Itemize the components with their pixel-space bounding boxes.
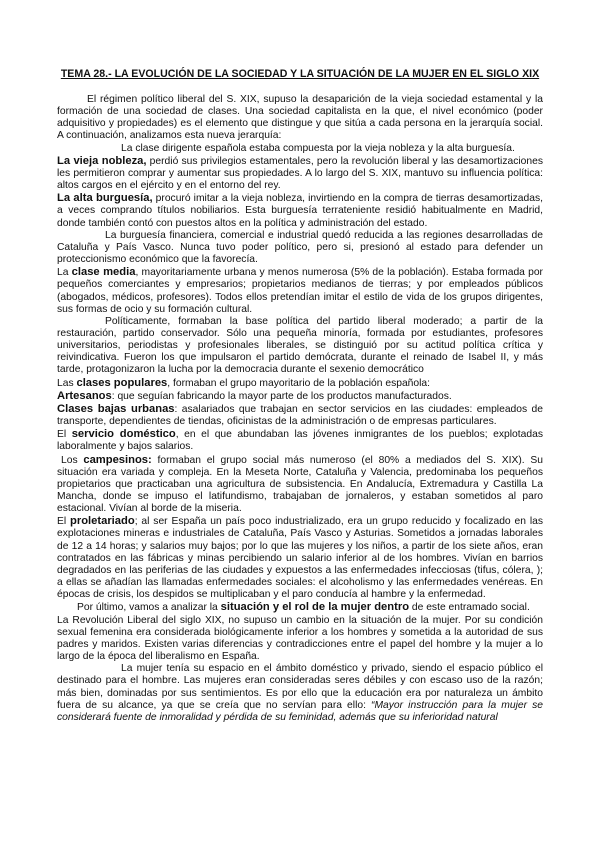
term-proletariat: proletariado <box>70 515 135 528</box>
paragraph-urban-lower <box>57 403 543 428</box>
text-peasants: formaban el grupo social más numeroso (el 80% a mediados del S. XIX). Su situación era variada y compleja. En la Meseta Norte, Cataluña y Valencia, predominaba los pequeños propietarios que practicaban una agricultura de subsistencia. En Andalucía, Extremadura y Castilla La Mancha, donde se impuso el latifundismo, trabajaban de jornaleros, y estaban sometidos al paro estacional. Vivían al borde de la miseria. <box>57 454 544 515</box>
text-domestic-service: , en el que abundaban las jóvenes inmigrantes de los pueblos; explotadas laboralmente y bajos salarios. <box>57 429 543 453</box>
text-middle-class-pre: La <box>57 267 72 279</box>
text-women-space: La mujer tenía su espacio en el ámbito doméstico y privado, siendo el espacio público el destinado para el hombre. Las mujeres eran consideradas seres débiles y con escaso uso de la razón; más bien, dominadas por sus sentimientos. Es por ello que la educación era por naturaleza un ámbito fuera de su alcance, ya que se creía que no servían para ello: <box>57 663 543 711</box>
term-middle-class: clase media <box>71 266 136 279</box>
paragraph-high-bourgeoisie <box>57 192 543 229</box>
text-domestic-pre: El <box>57 429 72 441</box>
paragraph-proletariat <box>57 515 543 601</box>
paragraph-middle-class <box>57 266 543 316</box>
paragraph-old-nobility <box>57 155 543 192</box>
paragraph-domestic-service <box>57 428 543 453</box>
text-urban-lower: : asalariados que trabajan en sector servicios en las ciudades: empleados de transporte, dependientes de tiendas, oficinistas de la administración o de empresas particulares. <box>57 403 544 428</box>
text-high-bourgeoisie: procuró imitar a la vieja nobleza, invirtiendo en la compra de tierras desamortizadas, a veces comprando títulos nobiliarios. Esta burguesía terrateniente residió habitualmente en Madrid, donde también contó con puestos altos en la política y administración del estado. <box>57 193 543 229</box>
term-urban-lower: Clases bajas urbanas <box>57 402 175 415</box>
term-women-role: situación y el rol de la mujer dentro <box>220 601 410 614</box>
text-artisans: : que seguían fabricando la mayor parte de los productos manufacturados. <box>111 390 452 402</box>
paragraph-liberal-revolution: La Revolución Liberal del siglo XIX, no supuso un cambio en la situación de la mujer. Por su condición sexual femenina era considerada biológicamente inferior a los hombres y sometida a la autoridad de sus padres y maridos. Existen varias diferencias y contradicciones entre el papel del hombre y la mujer a lo largo de la época del liberalismo en España. <box>57 614 543 663</box>
text-popular-classes: , formaban el grupo mayoritario de la población española: <box>167 377 430 389</box>
term-old-nobility: La vieja nobleza, <box>57 154 147 167</box>
term-popular-classes: clases populares <box>76 376 168 389</box>
paragraph-intro: El régimen político liberal del S. XIX, supuso la desaparición de la vieja sociedad estamental y la formación de una sociedad de clases. Una sociedad capitalista en la que, el nivel económico (poder adquisitivo y propiedades) es el elemento que distingue y que sitúa a cada persona en la jerarquía social. A continuación, analizamos esta nueva jerarquía: <box>57 94 543 142</box>
paragraph-ruling-class: La clase dirigente española estaba compuesta por la vieja nobleza y la alta burguesía. <box>121 142 515 154</box>
text-proletariat: ; al ser España un país poco industrializado, era un grupo reducido y focalizado en las explotaciones mineras e industriales de Cataluña, País Vasco y Asturias. Sometidos a jornadas laborales de 12 a 14 horas; y salarios muy bajos; por lo que las mujeres y los niños, a partir de los siete años, eran contratados en las fábricas y minas percibiendo un salario inferior al de los hombres. Vivían en barrios degradados en las periferias de las ciudades y expuestos a las enfermedades infecciosas (tifus, cólera, ); a ellas se añadían las llamadas enfermedades sociales: el alcoholismo y las enfermedades venéreas. En épocas de crisis, los despidos se multiplicaban y el paro conducía al hambre y la enfermedad. <box>57 516 543 601</box>
paragraph-women-space <box>57 663 543 724</box>
paragraph-women-intro <box>57 601 543 614</box>
text-proletariat-pre: El <box>57 516 71 528</box>
paragraph-peasants <box>57 454 543 516</box>
document-title: TEMA 28.- LA EVOLUCIÓN DE LA SOCIEDAD Y LA SITUACIÓN DE LA MUJER EN EL SIGLO XIX <box>60 68 540 80</box>
term-domestic-service: servicio doméstico <box>71 428 176 441</box>
term-artisans: Artesanos <box>57 389 112 402</box>
text-peasants-pre: Los <box>61 454 84 466</box>
paragraph-artisans <box>57 390 543 403</box>
text-women-post: de este entramado social. <box>409 602 530 614</box>
paragraph-popular-classes <box>57 377 543 390</box>
term-peasants: campesinos: <box>83 453 152 466</box>
paragraph-politics: Políticamente, formaban la base política del partido liberal moderado; a partir de la restauración, partido conservador. Sólo una pequeña minoría, formada por estudiantes, profesores universitarios, periodistas y profesionales liberales, se distinguió por su actitud política crítica y reivindicativa. Fueron los que impulsaron el partido demócrata, durante el reinado de Isabel II, y más tarde, protagonizaron la lucha por la democracia durante el sexenio democrático <box>57 315 543 376</box>
quote-women-education: “Mayor instrucción para la mujer se considerará fuente de inmoralidad y pérdida de su feminidad, además que su inferioridad natural <box>57 699 543 723</box>
document-page <box>57 68 543 724</box>
text-women-pre: Por último, vamos a analizar la <box>77 602 221 614</box>
text-popular-pre: Las <box>57 377 77 389</box>
text-middle-class: , mayoritariamente urbana y menos numerosa (5% de la población). Estaba formada por pequeños comerciantes y empresarios; propietarios medianos de tierras; y por empleados públicos (abogados, médicos, profesores). Todos ellos pretendían imitar el estilo de vida de los grupos dirigentes, sus formas de ocio y su formación cultural. <box>57 267 543 315</box>
paragraph-financial-bourgeoisie: La burguesía financiera, comercial e industrial quedó reducida a las regiones desarrolladas de Cataluña y País Vasco. Nunca tuvo poder político, pero si, presionó al estado para defender un proteccionismo económico que la favorecía. <box>57 229 543 266</box>
term-high-bourgeoisie: La alta burguesía, <box>57 192 153 205</box>
text-old-nobility: perdió sus privilegios estamentales, pero la revolución liberal y las desamortizaciones les permitieron comprar y aumentar sus propiedades. A lo largo del S. XIX, mantuvo su influencia política: altos cargos en el ejército y en el entorno del rey. <box>57 155 543 192</box>
